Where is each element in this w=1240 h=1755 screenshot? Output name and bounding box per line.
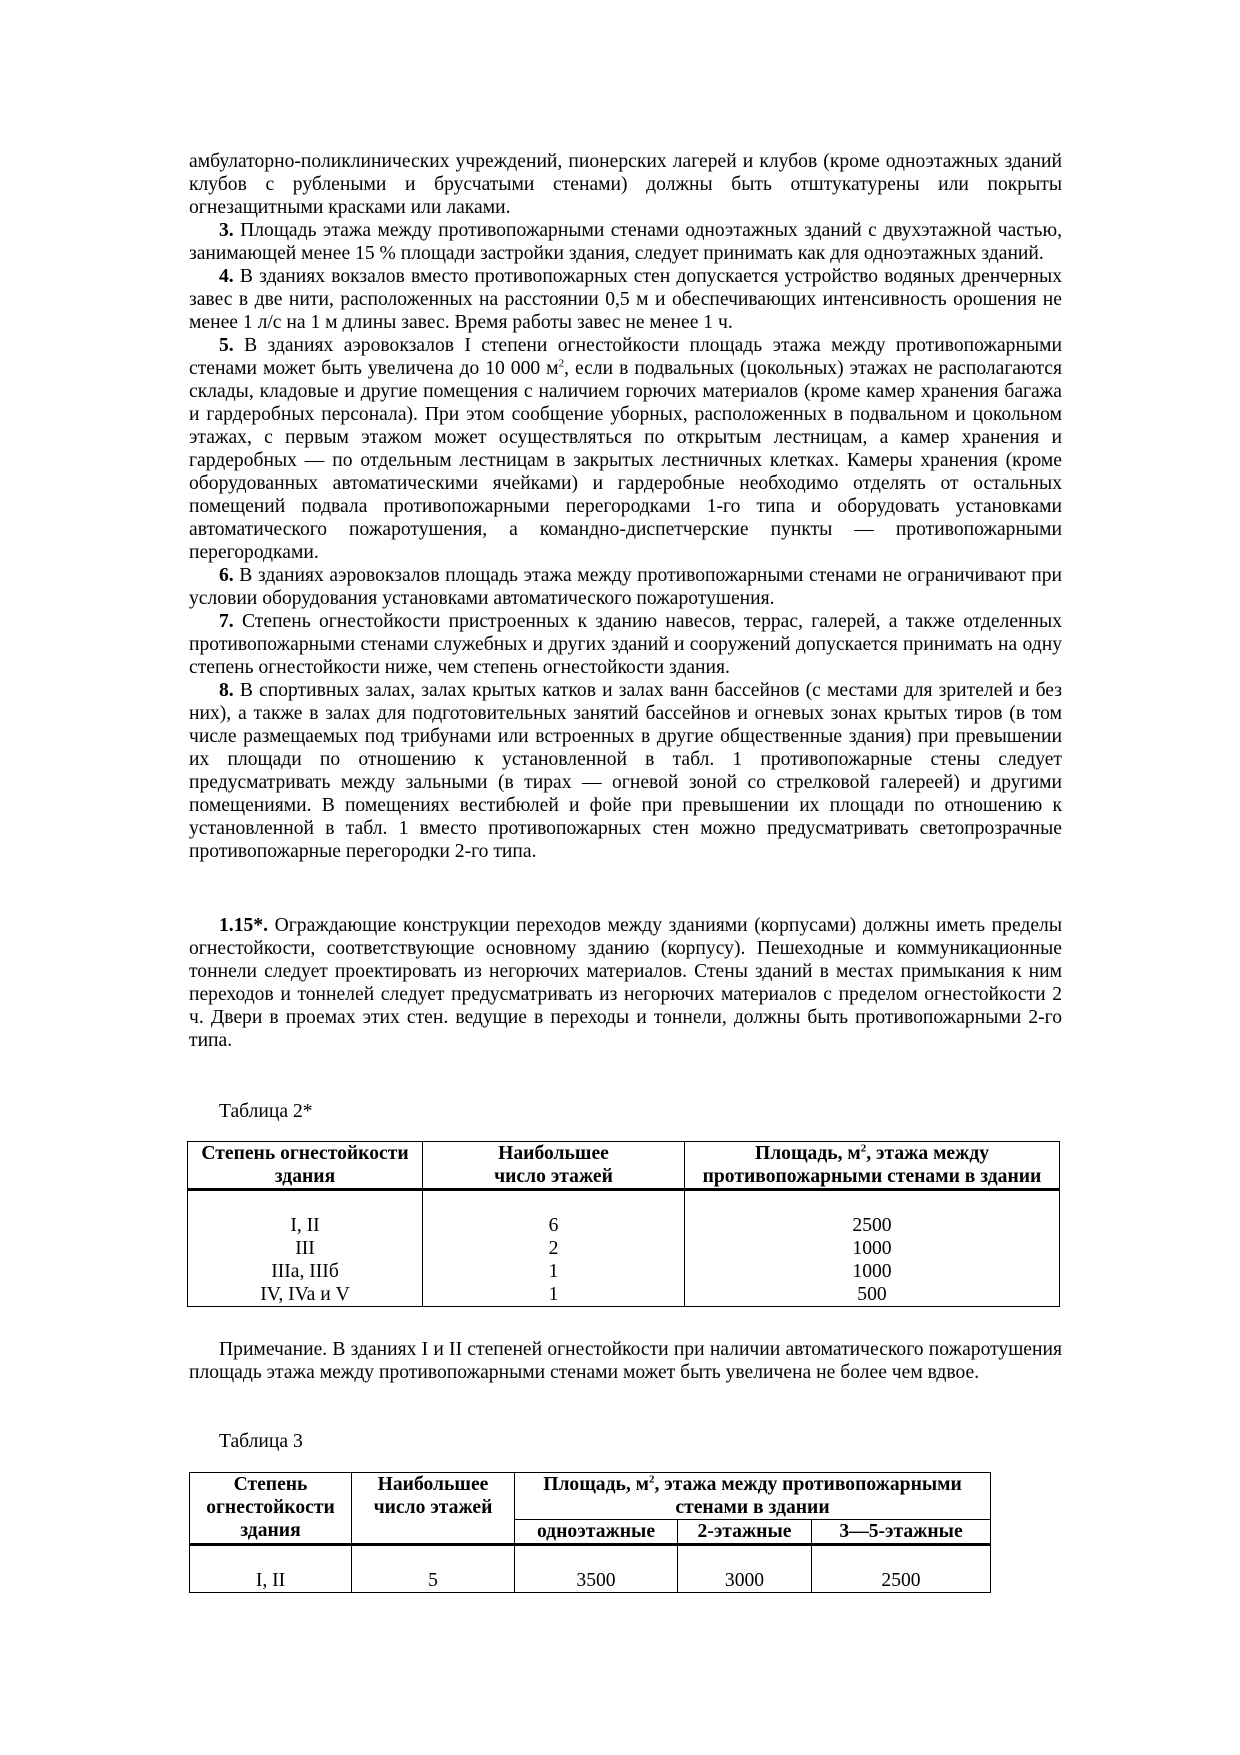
table-cell: 500 <box>857 1284 887 1305</box>
table-cell: 1000 <box>852 1261 892 1282</box>
paragraph-4: 4. В зданиях вокзалов вместо противопожарных стен допускается устройство водяных дренчерных завес в две нити, расположенных на расстоянии 0,5 м и обеспечивающих интенсивность орошения не менее 1 л/с на 1 м длины завес. Время работы завес не менее 1 ч. <box>189 266 1062 333</box>
paragraph-3: 3. Площадь этажа между противопожарными стенами одноэтажных зданий с двухэтажной частью, занимающей менее 15 % площади застройки здания, следует принимать как для одноэтажных зданий. <box>189 220 1062 264</box>
column-header-degree: Степень огнестойкости здания <box>190 1473 352 1545</box>
paragraph-number: 4. <box>219 266 234 287</box>
paragraph-continuation: амбулаторно-поликлинических учреждений, пионерских лагерей и клубов (кроме одноэтажных зданий клубов с рублеными и брусчатыми стенами) должны быть отштукатурены или покрыты огнезащитными красками или лаками. <box>189 151 1062 218</box>
column-header-two-storey: 2-этажные <box>678 1520 812 1545</box>
text-block-1-15 <box>189 914 1062 1052</box>
table-cell: I, II <box>290 1215 320 1236</box>
column-header-degree: Степень огнестойкости здания <box>188 1142 423 1190</box>
table-cell: 2 <box>548 1238 559 1259</box>
paragraph-number: 1.15*. <box>219 915 268 936</box>
column-header-area: Площадь, $м^2$, этажа между противопожарными стенами в здании <box>515 1473 991 1520</box>
table-cell: IIIa, IIIб <box>271 1261 339 1282</box>
column-area-values <box>685 1190 1060 1307</box>
table-2-caption: Таблица 2* <box>219 1101 313 1122</box>
column-floors-values <box>423 1190 685 1307</box>
column-header-floors: Наибольшее число этажей <box>423 1142 685 1190</box>
table-cell: IV, IVa и V <box>260 1284 350 1305</box>
column-header-one-storey: одноэтажные <box>515 1520 678 1545</box>
paragraph-5: 5. В зданиях аэровокзалов I степени огнестойкости площадь этажа между противопожарными стенами может быть увеличена до 10 000 $м^2$, если в подвальных (цокольных) этажах не располагаются склады, кладовые и другие помещения с наличием горючих материалов (кроме камер хранения багажа и гардеробных персонала). При этом сообщение уборных, расположенных в подвальном и цокольном этажах, с первым этажом может осуществляться по открытым лестницам, а камер хранения и гардеробных — по отдельным лестницам в закрытых лестничных клетках. Камеры хранения (кроме оборудованных автоматическими ячейками) и гардеробные необходимо отделять от остальных помещений подвала противопожарными перегородками 1-го типа и оборудовать установками автоматического пожаротушения, а командно-диспетчерские пункты — противопожарными перегородками. <box>189 335 1062 563</box>
table-body-row <box>190 1545 991 1593</box>
table-cell: 6 <box>548 1215 559 1236</box>
table-cell: III <box>295 1238 315 1259</box>
paragraph-number: 6. <box>219 565 234 586</box>
table-cell: 5 <box>352 1545 515 1593</box>
table-2-note: Примечание. В зданиях I и II степеней огнестойкости при наличии автоматического пожаротушения площадь этажа между противопожарными стенами может быть увеличена не более чем вдвое. <box>189 1339 1062 1383</box>
table-header-row <box>188 1142 1060 1190</box>
paragraph-6: 6. В зданиях аэровокзалов площадь этажа между противопожарными стенами не ограничивают при условии оборудования установками автоматического пожаротушения. <box>189 565 1062 609</box>
table-cell: I, II <box>190 1545 352 1593</box>
table-body-row <box>188 1190 1060 1307</box>
table-header-row <box>190 1473 991 1520</box>
column-header-area: Площадь, $м^2$, этажа между противопожарными стенами в здании <box>685 1142 1060 1190</box>
table-cell: 1000 <box>852 1238 892 1259</box>
table-cell: 2500 <box>812 1545 991 1593</box>
table-cell: 2500 <box>852 1215 892 1236</box>
paragraph-1-15: 1.15*. Ограждающие конструкции переходов между зданиями (корпусами) должны иметь пределы огнестойкости, соответствующие основному зданию (корпусу). Пешеходные и коммуникационные тоннели следует проектировать из негорючих материалов. Стены зданий в местах примыкания к ним переходов и тоннелей следует предусматривать из негорючих материалов с пределом огнестойкости 2 ч. Двери в проемах этих стен. ведущие в переходы и тоннели, должны быть противопожарными 2-го типа. <box>189 915 1062 1051</box>
column-header-three-five-storey: 3—5-этажные <box>812 1520 991 1545</box>
table-cell: 1 <box>548 1284 559 1305</box>
column-header-floors: Наибольшее число этажей <box>352 1473 515 1545</box>
paragraph-number: 3. <box>219 220 234 241</box>
table-3-caption: Таблица 3 <box>219 1431 303 1452</box>
paragraph-number: 5. <box>219 335 234 356</box>
paragraph-number: 7. <box>219 611 234 632</box>
table-cell: 3000 <box>678 1545 812 1593</box>
paragraph-7: 7. Степень огнестойкости пристроенных к зданию навесов, террас, галерей, а также отделенных противопожарными стенами служебных и других зданий и сооружений допускается принимать на одну степень огнестойкости ниже, чем степень огнестойкости здания. <box>189 611 1062 678</box>
column-degree-values <box>188 1190 423 1307</box>
table-3 <box>189 1472 991 1593</box>
table-2 <box>187 1141 1060 1307</box>
table-cell: 3500 <box>515 1545 678 1593</box>
table-cell: 1 <box>548 1261 559 1282</box>
text-block-note <box>189 1338 1062 1384</box>
paragraph-8: 8. В спортивных залах, залах крытых катков и залах ванн бассейнов (с местами для зрителей и без них), а также в залах для подготовительных занятий бассейнов и огневых зонах крытых тиров (в том числе размещаемых под трибунами или встроенных в другие общественные здания) при превышении их площади по отношению к установленной в табл. 1 противопожарные стены следует предусматривать между зальными (в тирах — огневой зоной со стрелковой галереей) и другими помещениями. В помещениях вестибюлей и фойе при превышении их площади по отношению к установленной в табл. 1 вместо противопожарных стен можно предусматривать светопрозрачные противопожарные перегородки 2-го типа. <box>189 680 1062 862</box>
paragraph-number: 8. <box>219 680 234 701</box>
text-block-top <box>189 150 1062 863</box>
